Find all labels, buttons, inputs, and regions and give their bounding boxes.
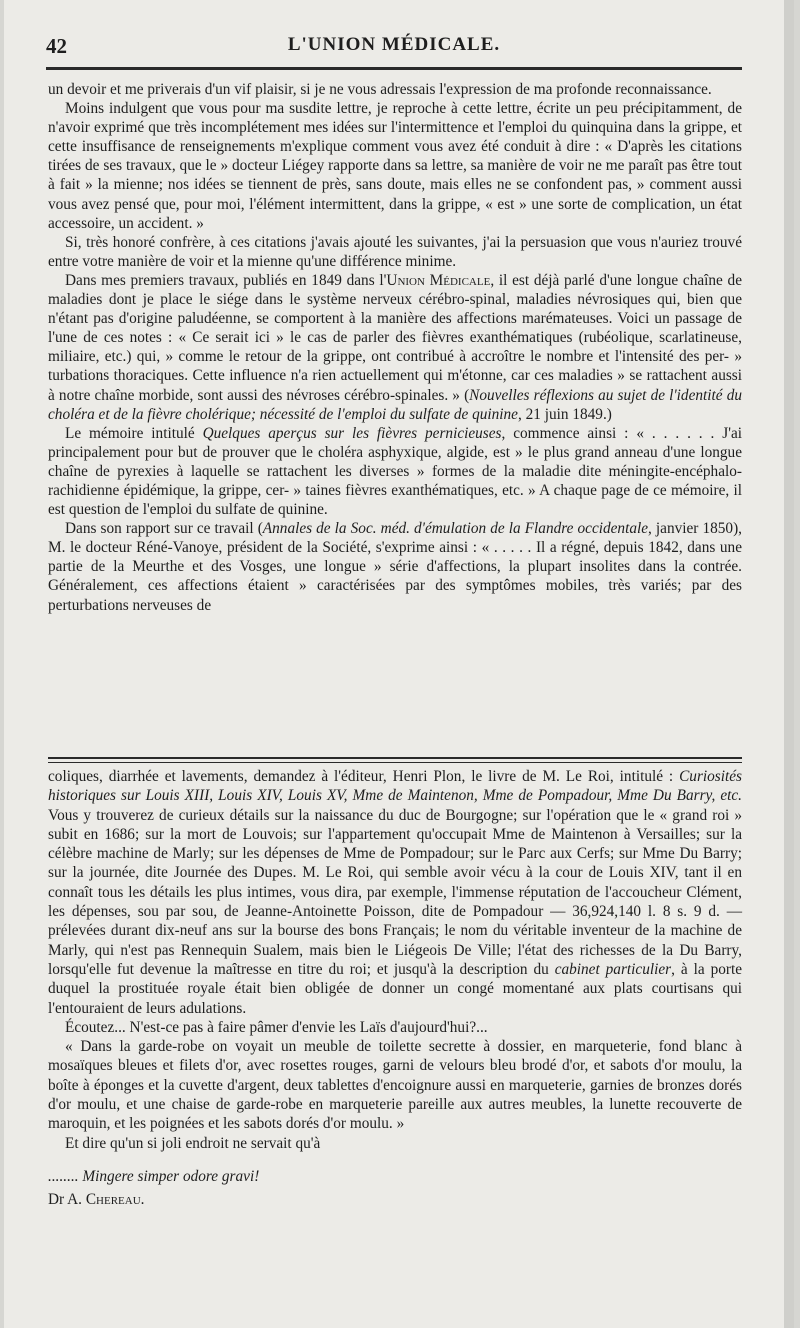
- paragraph: Dans son rapport sur ce travail (Annales de la Soc. méd. d'émulation de la Flandre occidentale, janvier 1850), M. le docteur Réné-Vanoye, président de la Société, s'exprime ainsi : « . . . . . Il a régné, depuis 1842, dans une partie de la Meurthe et des Vosges, une longue » série d'affections, la plupart insolites dans la contrée. Généralement, ces affections étaient » caractérisées par des symptômes mobiles, très variés; par des perturbations nerveuses de: [48, 520, 742, 614]
- paragraph: Et dire qu'un si joli endroit ne servait qu'à: [65, 1134, 321, 1152]
- paragraph: « Dans la garde-robe on voyait un meuble de toilette secrette à dossier, en marqueterie, fond blanc à mosaïques bleues et filets d'or, avec rosettes rouges, garni de velours bleu brodé d'or, et sabots d'or moulu, la boîte à éponges et la cuvette d'argent, deux tablettes d'encoignure aussi en marqueterie, garnies de bronzes dorés d'or moulu, et une chaise de garde-robe en marqueterie pareille aux autres meubles, la lunette recouverte de maroquin, et les poignées et les sabots dorés d'or moulu. »: [48, 1038, 742, 1133]
- running-title: L'UNION MÉDICALE.: [287, 34, 501, 55]
- italic-phrase: cabinet particulier: [554, 960, 672, 978]
- page-number: 42: [46, 34, 67, 58]
- page-header: [46, 34, 742, 60]
- book-title: Curiosités historiques sur Louis XIII, Louis XIV, Louis XV, Mme de Maintenon, Mme de Pompadour, Mme Du Barry, etc.: [48, 768, 742, 805]
- reference-title: Annales de la Soc. méd. d'émulation de la Flandre occidentale: [262, 520, 649, 538]
- paragraph: Si, très honoré confrère, à ces citations j'avais ajouté les suivantes, j'ai la persuasion que vous n'auriez trouvé entre votre manière de voir et la mienne qu'une différence minime.: [48, 233, 742, 270]
- scan-edge: [784, 0, 794, 1328]
- author-name: Chereau.: [85, 1191, 145, 1209]
- paragraph: un devoir et me priverais d'un vif plaisir, si je ne vous adressais l'expression de ma profonde reconnaissance.: [48, 81, 712, 98]
- feuilleton: [48, 767, 742, 1210]
- paragraph: Dans mes premiers travaux, publiés en 1849 dans l'Union Médicale, il est déjà parlé d'une longue chaîne de maladies dont je place le siége dans le système nerveux cérébro-spinal, maladies névrosiques qui, bien que n'étant pas d'origine paludéenne, se comportent à la manière des affections marémateuses. Voici un passage de l'une de ces notes : « Ce serait ici » le cas de parler des fièvres exanthématiques (rubéolique, scarlatineuse, miliaire, etc.) qui, » comme le retour de la grippe, ont contribué à accroître le nombre et l'intensité des per- » turbations thoraciques. Cette influence n'a rien actuellement qui m'étonne, car ces maladies » se rattachent aussi à notre chaîne morbide, sont aussi des névroses cérébro-spinales. » (Nouvelles réflexions au sujet de l'identité du choléra et de la fièvre cholérique; nécessité de l'emploi du sulfate de quinine, 21 juin 1849.): [48, 271, 742, 423]
- feuilleton-separator: [48, 757, 742, 763]
- reference-title: Nouvelles réflexions au sujet de l'identité du choléra et de la fièvre cholérique; nécessité de l'emploi du sulfate de quinine: [48, 386, 742, 423]
- latin-quote: ........ Mingere simper odore gravi!: [48, 1167, 260, 1185]
- paragraph: Écoutez... N'est-ce pas à faire pâmer d'envie les Laïs d'aujourd'hui?...: [65, 1018, 488, 1036]
- document-page: [4, 0, 794, 1328]
- header-rule: [46, 67, 742, 70]
- journal-name: Union Médicale: [386, 271, 491, 289]
- paragraph: Moins indulgent que vous pour ma susdite lettre, je reproche à cette lettre, écrite un peu précipitamment, de n'avoir exprimé que très incomplétement mes idées sur l'intermittence et l'emploi du quinquina dans la grippe, et cette insuffisance de renseignements m'explique comment vous avez été conduit à dire : « D'après les citations tirées de ses travaux, que le » docteur Liégey rapporte dans sa lettre, sa manière de voir ne me paraît pas être tout à fait » la mienne; nos idées se tiennent de près, sans doute, mais elles ne se confondent pas, » comment aussi vous avez pensé que, pour moi, l'élément intermittent, dans la grippe, « est » une sorte de complication, un état accessoire, un accident. »: [48, 100, 742, 232]
- signature: Dr A. Chereau.: [48, 1191, 145, 1209]
- main-article: [48, 80, 742, 615]
- memoir-title: Quelques aperçus sur les fièvres pernicieuses: [202, 424, 502, 442]
- paragraph: Le mémoire intitulé Quelques aperçus sur les fièvres pernicieuses, commence ainsi : « . . . . . . J'ai principalement pour but de prouver que le choléra asphyxique, algide, est » le plus grand anneau d'une longue chaîne de pyrexies à laquelle se rattachent les diverses » formes de la maladie dite méningite-encéphalo-rachidienne épidémique, la grippe, cer- » taines fièvres exanthématiques, etc. » A chaque page de ce mémoire, il est question de l'emploi du sulfate de quinine.: [48, 424, 742, 519]
- paragraph: coliques, diarrhée et lavements, demandez à l'éditeur, Henri Plon, le livre de M. Le Roi, intitulé : Curiosités historiques sur Louis XIII, Louis XIV, Louis XV, Mme de Maintenon, Mme de Pompadour, Mme Du Barry, etc. Vous y trouverez de curieux détails sur la naissance du duc de Bourgogne; sur l'opération que le « grand roi » subit en 1686; sur la mort de Louvois; sur l'appartement qu'occupait Mme de Maintenon à Versailles; sur la célèbre machine de Marly; sur les dépenses de Mme de Pompadour; sur le Parc aux Cerfs; sur Mme Du Barry; sur la journée, dite Journée des Dupes. M. Le Roi, qui semble avoir vécu à la cour de Louis XIV, tant il en connaît tous les détails les plus intimes, vous dira, par exemple, l'immense réputation de l'accoucheur Clément, les dépenses, sou par sou, de Jeanne-Antoinette Poisson, dite de Pompadour — 36,924,140 l. 8 s. 9 d. — prélevées durant dix-neuf ans sur la bourse des bons Français; le nom du véritable inventeur de la machine de Marly, qui n'est pas Rennequin Sualem, mais bien le Liégeois De Ville; l'état des richesses de la Du Barry, lorsqu'elle fut devenue la maîtresse en titre du roi; et jusqu'à la description du cabinet particulier, à la porte duquel la prostituée royale était bien obligée de donner un congé momentané aux plats courtisans qui l'entouraient de leurs adulations.: [48, 768, 743, 1017]
